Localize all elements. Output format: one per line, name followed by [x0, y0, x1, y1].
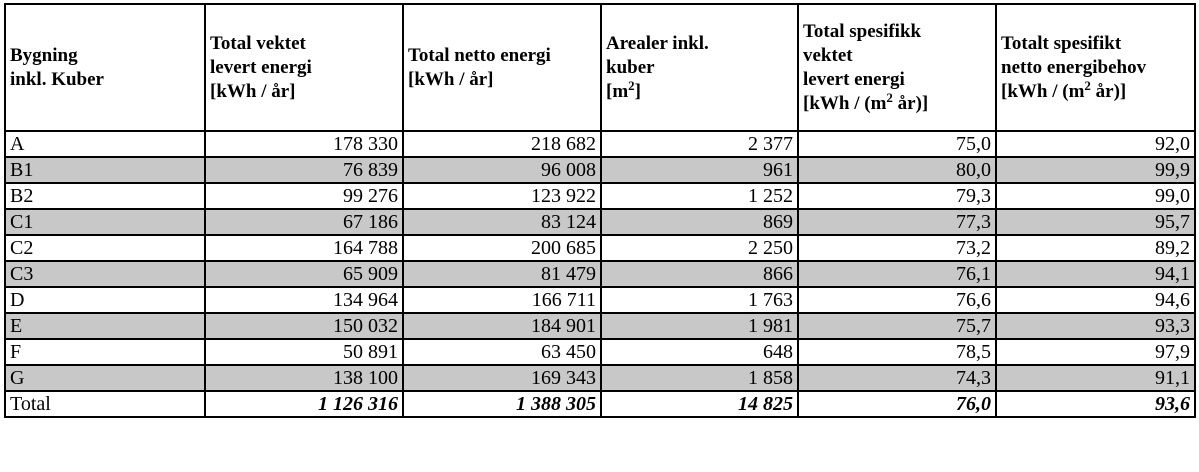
- total-row: [5, 391, 1195, 417]
- total-spesifikt-netto: 93,6: [996, 391, 1195, 417]
- cell-spesifikk-vektet: 77,3: [798, 209, 996, 235]
- cell-areal: 961: [601, 157, 798, 183]
- cell-spesifikk-vektet: 80,0: [798, 157, 996, 183]
- cell-areal: 2 377: [601, 131, 798, 157]
- table-row: [5, 235, 1195, 261]
- total-total-netto: 1 388 305: [403, 391, 601, 417]
- cell-spesifikt-netto: 91,1: [996, 365, 1195, 391]
- cell-total-netto: 96 008: [403, 157, 601, 183]
- cell-total-netto: 83 124: [403, 209, 601, 235]
- cell-total-vektet: 76 839: [205, 157, 403, 183]
- cell-spesifikk-vektet: 75,0: [798, 131, 996, 157]
- table-row: [5, 339, 1195, 365]
- cell-spesifikt-netto: 94,6: [996, 287, 1195, 313]
- total-areal: 14 825: [601, 391, 798, 417]
- cell-total-netto: 200 685: [403, 235, 601, 261]
- cell-building-name: B2: [5, 183, 205, 209]
- table-row: [5, 261, 1195, 287]
- total-building-name: Total: [5, 391, 205, 417]
- header-totalt-spesifikt-unit: [$kWh / (m^2$ år)]: [1001, 77, 1127, 102]
- cell-total-netto: 123 922: [403, 183, 601, 209]
- cell-total-vektet: 134 964: [205, 287, 403, 313]
- table-row: [5, 313, 1195, 339]
- cell-total-vektet: 138 100: [205, 365, 403, 391]
- table-row: [5, 131, 1195, 157]
- cell-building-name: G: [5, 365, 205, 391]
- cell-total-netto: 81 479: [403, 261, 601, 287]
- cell-total-vektet: 178 330: [205, 131, 403, 157]
- cell-spesifikk-vektet: 76,6: [798, 287, 996, 313]
- total-total-vektet: 1 126 316: [205, 391, 403, 417]
- cell-areal: 866: [601, 261, 798, 287]
- cell-areal: 2 250: [601, 235, 798, 261]
- cell-total-vektet: 50 891: [205, 339, 403, 365]
- cell-spesifikk-vektet: 73,2: [798, 235, 996, 261]
- cell-building-name: A: [5, 131, 205, 157]
- cell-total-netto: 166 711: [403, 287, 601, 313]
- table-row: [5, 183, 1195, 209]
- cell-spesifikk-vektet: 78,5: [798, 339, 996, 365]
- cell-building-name: C2: [5, 235, 205, 261]
- cell-spesifikt-netto: 89,2: [996, 235, 1195, 261]
- header-bygning: Bygning inkl. Kuber: [5, 4, 205, 131]
- cell-total-vektet: 150 032: [205, 313, 403, 339]
- cell-areal: 869: [601, 209, 798, 235]
- cell-total-netto: 169 343: [403, 365, 601, 391]
- header-total-spesifikk-vektet: Total spesifikk vektet levert energi [$kWh / (m^2$ år)]: [798, 4, 996, 131]
- cell-building-name: C1: [5, 209, 205, 235]
- header-arealer-unit: $[m^2]$: [606, 77, 641, 102]
- cell-building-name: B1: [5, 157, 205, 183]
- cell-spesifikt-netto: 97,9: [996, 339, 1195, 365]
- cell-spesifikt-netto: 93,3: [996, 313, 1195, 339]
- cell-total-vektet: 99 276: [205, 183, 403, 209]
- cell-areal: 1 858: [601, 365, 798, 391]
- cell-total-netto: 218 682: [403, 131, 601, 157]
- header-total-netto-energi: Total netto energi [kWh / år]: [403, 4, 601, 131]
- cell-spesifikt-netto: 95,7: [996, 209, 1195, 235]
- header-row: [5, 4, 1195, 131]
- cell-total-vektet: 67 186: [205, 209, 403, 235]
- header-arealer: Arealer inkl. kuber $[m^2]$: [601, 4, 798, 131]
- header-total-vektet-levert-energi: Total vektet levert energi [kWh / år]: [205, 4, 403, 131]
- cell-building-name: E: [5, 313, 205, 339]
- cell-areal: 1 763: [601, 287, 798, 313]
- cell-total-netto: 184 901: [403, 313, 601, 339]
- cell-spesifikk-vektet: 76,1: [798, 261, 996, 287]
- cell-spesifikt-netto: 99,0: [996, 183, 1195, 209]
- cell-building-name: C3: [5, 261, 205, 287]
- cell-total-vektet: 65 909: [205, 261, 403, 287]
- cell-spesifikt-netto: 99,9: [996, 157, 1195, 183]
- header-totalt-spesifikt-netto: Totalt spesifikt netto energibehov [$kWh / (m^2$ år)]: [996, 4, 1195, 131]
- cell-areal: 1 252: [601, 183, 798, 209]
- cell-spesifikk-vektet: 75,7: [798, 313, 996, 339]
- cell-building-name: D: [5, 287, 205, 313]
- table-row: [5, 365, 1195, 391]
- cell-areal: 648: [601, 339, 798, 365]
- table-row: [5, 209, 1195, 235]
- cell-spesifikt-netto: 92,0: [996, 131, 1195, 157]
- table-row: [5, 157, 1195, 183]
- cell-spesifikt-netto: 94,1: [996, 261, 1195, 287]
- header-total-spesifikk-unit: [$kWh / (m^2$ år)]: [803, 89, 929, 114]
- energy-table: [4, 3, 1196, 418]
- table-row: [5, 287, 1195, 313]
- cell-building-name: F: [5, 339, 205, 365]
- cell-total-vektet: 164 788: [205, 235, 403, 261]
- total-spesifikk-vektet: 76,0: [798, 391, 996, 417]
- cell-areal: 1 981: [601, 313, 798, 339]
- cell-total-netto: 63 450: [403, 339, 601, 365]
- cell-spesifikk-vektet: 79,3: [798, 183, 996, 209]
- cell-spesifikk-vektet: 74,3: [798, 365, 996, 391]
